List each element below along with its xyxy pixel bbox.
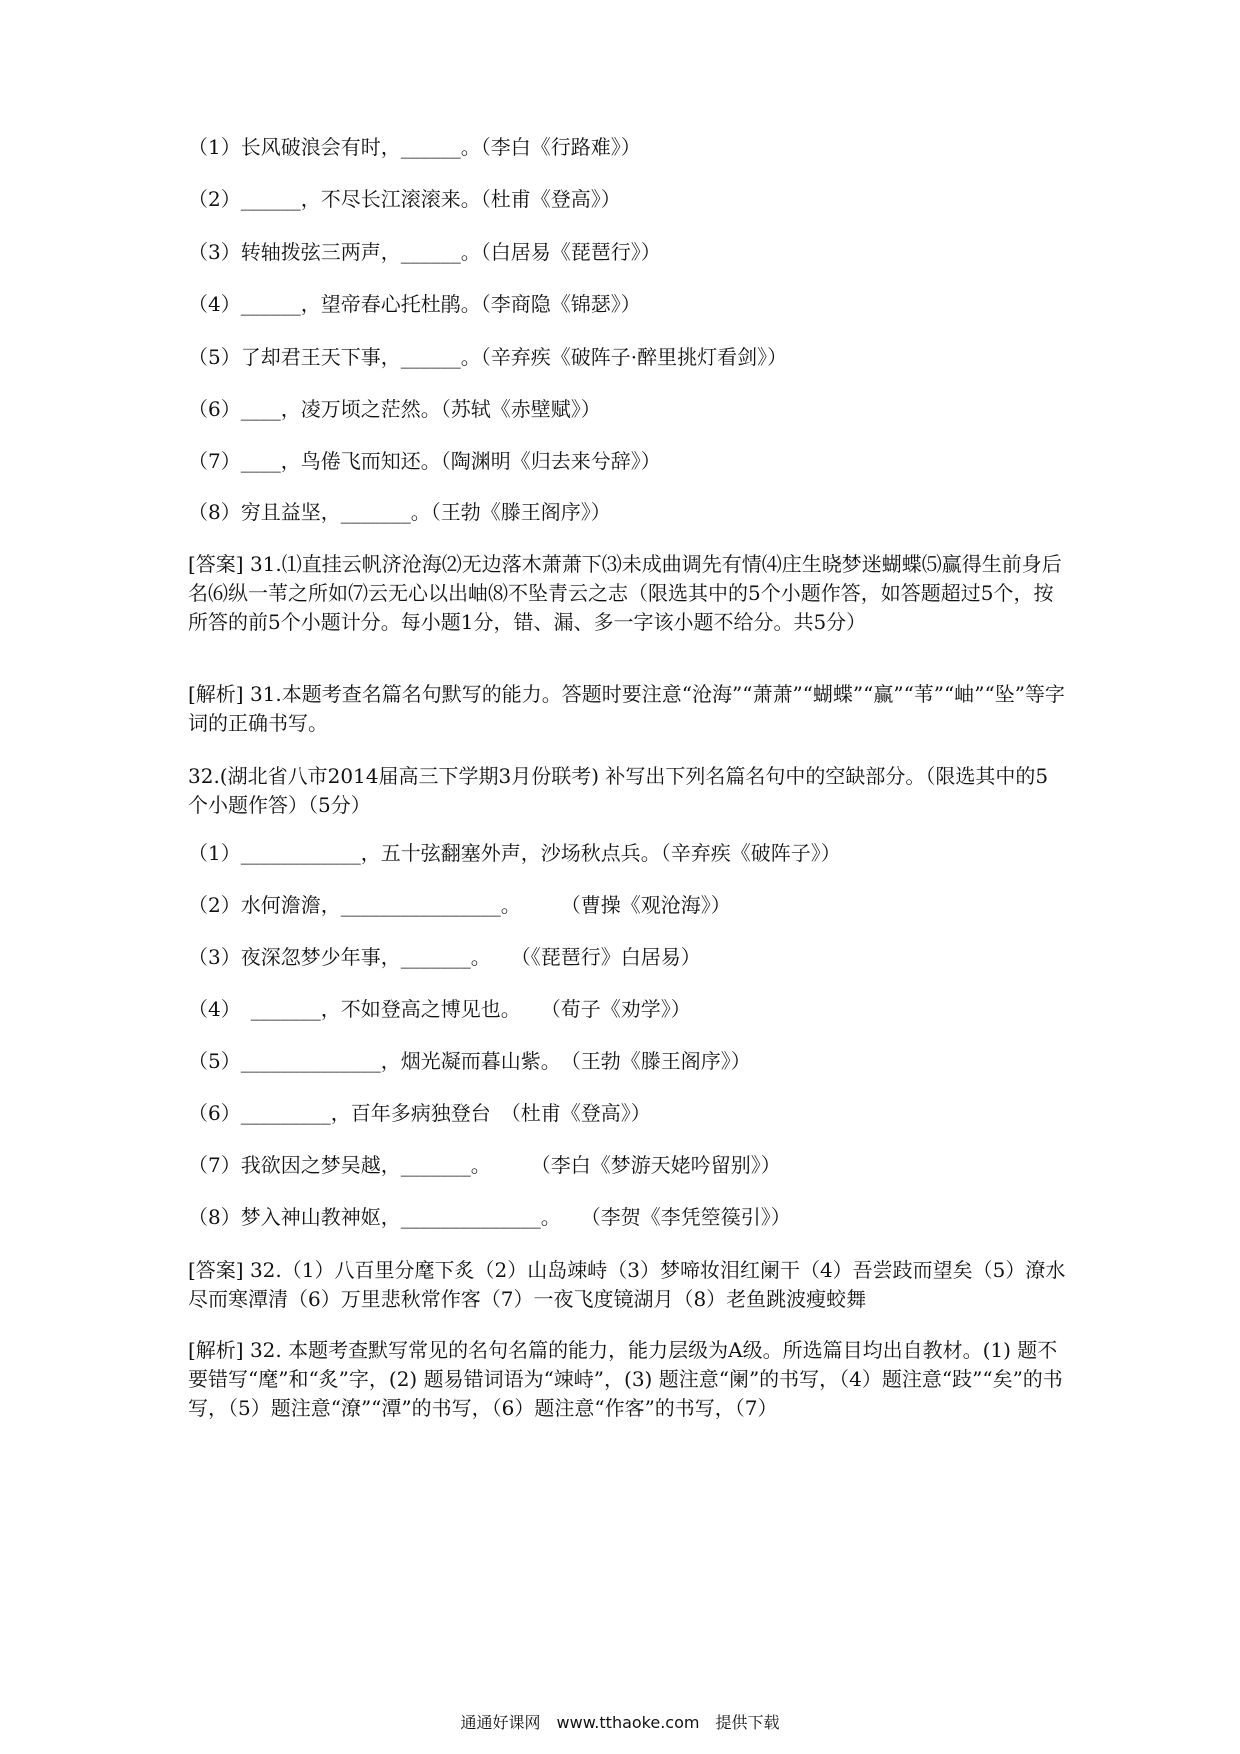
q31-answer: [答案] 31.⑴直挂云帆济沧海⑵无边落木萧萧下⑶未成曲调先有情⑷庄生晓梦迷蝴蝶⑸赢得生前身后名⑹纵一苇之所如⑺云无心以出岫⑻不坠青云之志（限选其中的5个小题作答，如答题超过5个，按所答的前5个小题计分。每小题1分，错、漏、多一字该小题不给分。共5分）	[188, 552, 1062, 634]
q31-item-2: （2）______，不尽长江滚滚来。（杜甫《登高》）	[188, 187, 621, 211]
q32-item-7: （7）我欲因之梦吴越，_______。 （李白《梦游天姥吟留别》）	[188, 1153, 781, 1177]
q31-item-6: （6）____，凌万顷之茫然。（苏轼《赤壁赋》）	[188, 397, 601, 421]
q31-item-3: （3）转轴拨弦三两声，______。（白居易《琵琶行》）	[188, 240, 661, 264]
q32-item-1: （1）____________，五十弦翻塞外声，沙场秋点兵。（辛弃疾《破阵子》）	[188, 841, 841, 865]
q32-question-stem: 32.(湖北省八市2014届高三下学期3月份联考) 补写出下列名篇名句中的空缺部分。（限选其中的5个小题作答）（5分）	[188, 764, 1049, 817]
q32-analysis: [解析] 32. 本题考查默写常见的名句名篇的能力，能力层级为A级。所选篇目均出自教材。(1) 题不要错写“麾”和“炙”字，(2) 题易错词语为“竦峙”，(3) 题注意“阑”的书写，（4）题注意“跂”“矣”的书写，（5）题注意“潦”“潭”的书写，（6）题注意“作客”的书写，（7）	[188, 1338, 1063, 1420]
q32-item-5: （5）______________，烟光凝而暮山紫。 （王勃《滕王阁序》）	[188, 1049, 751, 1073]
q32-item-2: （2）水何澹澹，________________。 （曹操《观沧海》）	[188, 893, 731, 917]
q31-item-4: （4）______，望帝春心托杜鹃。（李商隐《锦瑟》）	[188, 292, 641, 316]
q31-item-5: （5）了却君王天下事，______。（辛弃疾《破阵子·醉里挑灯看剑》）	[188, 345, 788, 369]
q32-item-3: （3）夜深忽梦少年事，_______。 （《琵琶行》白居易）	[188, 945, 701, 969]
q31-item-1: （1）长风破浪会有时，______。（李白《行路难》）	[188, 135, 641, 159]
q32-item-8: （8）梦入神山教神妪，______________。 （李贺《李凭箜篌引》）	[188, 1205, 791, 1229]
q32-item-4: （4） _______，不如登高之博见也。 （荀子《劝学》）	[188, 997, 691, 1021]
q31-item-7: （7）____，鸟倦飞而知还。（陶渊明《归去来兮辞》）	[188, 449, 661, 473]
q32-answer: [答案] 32.（1）八百里分麾下炙（2）山岛竦峙（3）梦啼妆泪红阑干（4）吾尝跂而望矣（5）潦水尽而寒潭清（6）万里悲秋常作客（7）一夜飞度镜湖月（8）老鱼跳波瘦蛟舞	[188, 1258, 1066, 1311]
q31-analysis: [解析] 31.本题考查名篇名句默写的能力。答题时要注意“沧海”“萧萧”“蝴蝶”“赢”“苇”“岫”“坠”等字词的正确书写。	[188, 682, 1065, 735]
q31-item-8: （8）穷且益坚，_______。（王勃《滕王阁序》）	[188, 500, 611, 524]
page-footer: 通通好课网 www.tthaoke.com 提供下载	[460, 1713, 780, 1732]
q32-item-6: （6）_________，百年多病独登台 （杜甫《登高》）	[188, 1101, 651, 1125]
